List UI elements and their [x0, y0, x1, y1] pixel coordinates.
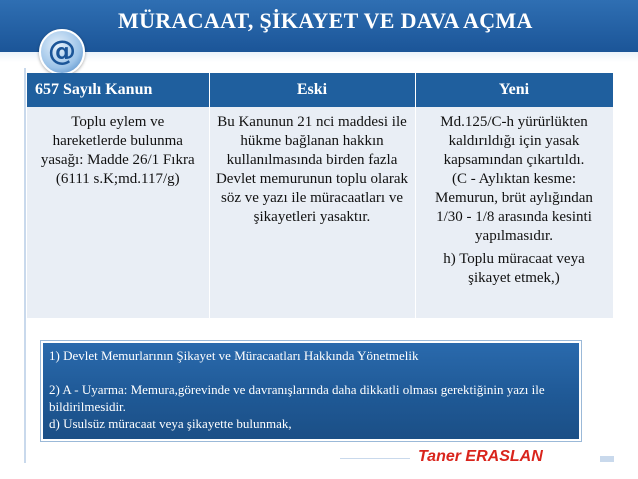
cell-kanun-text: Toplu eylem ve hareketlerde bulunma yasağı: Madde 26/1 Fıkra (6111 s.K;md.117/g): [40, 114, 195, 187]
column-header-kanun: 657 Sayılı Kanun: [27, 73, 209, 107]
note-line-3: d) Usulsüz müracaat veya şikayette bulunmak,: [49, 416, 292, 431]
author-name: Taner ERASLAN: [418, 448, 543, 465]
cell-yeni: [415, 107, 613, 318]
note-line-2: 2) A - Uyarma: Memura,görevinde ve davranışlarında daha dikkatli olması gerektiğinin yazı ile bildirilmesidir.: [49, 382, 545, 414]
at-sign-icon: @: [48, 34, 76, 67]
column-header-yeni: Yeni: [415, 73, 613, 107]
table-header-row: [27, 73, 613, 107]
slide-title: MÜRACAAT, ŞİKAYET VE DAVA AÇMA: [118, 8, 533, 33]
cell-eski: [209, 107, 415, 318]
cell-eski-text: Bu Kanunun 21 nci maddesi ile hükme bağlanan hakkın kullanılmasında birden fazla Devlet memurunun toplu olarak söz ve yazı ile müracaatları ve şikayetleri yasaktır.: [215, 114, 409, 225]
comparison-table: [27, 73, 614, 318]
cell-kanun: [27, 107, 209, 318]
bottom-divider: [340, 458, 410, 459]
cell-yeni-text-1: Md.125/C-h yürürlükten kaldırıldığı için yasak kapsamından çıkartıldı.: [440, 114, 588, 168]
logo: [39, 29, 85, 75]
note-box: [41, 341, 581, 441]
header-bar: [0, 0, 638, 52]
cell-yeni-text-3: h) Toplu müracaat veya şikayet etmek,): [443, 251, 585, 286]
corner-mark: [600, 456, 614, 462]
table-row: [27, 107, 613, 318]
note-spacer: [49, 364, 571, 381]
column-header-eski: Eski: [209, 73, 415, 107]
cell-yeni-text-2: (C - Aylıktan kesme: Memurun, brüt aylığından 1/30 - 1/8 arasında kesinti yapılmasıdır.: [435, 171, 593, 244]
left-divider: [24, 68, 26, 463]
note-line-1: 1) Devlet Memurlarının Şikayet ve Müracaatları Hakkında Yönetmelik: [49, 348, 419, 363]
header-stripe: [0, 52, 638, 62]
